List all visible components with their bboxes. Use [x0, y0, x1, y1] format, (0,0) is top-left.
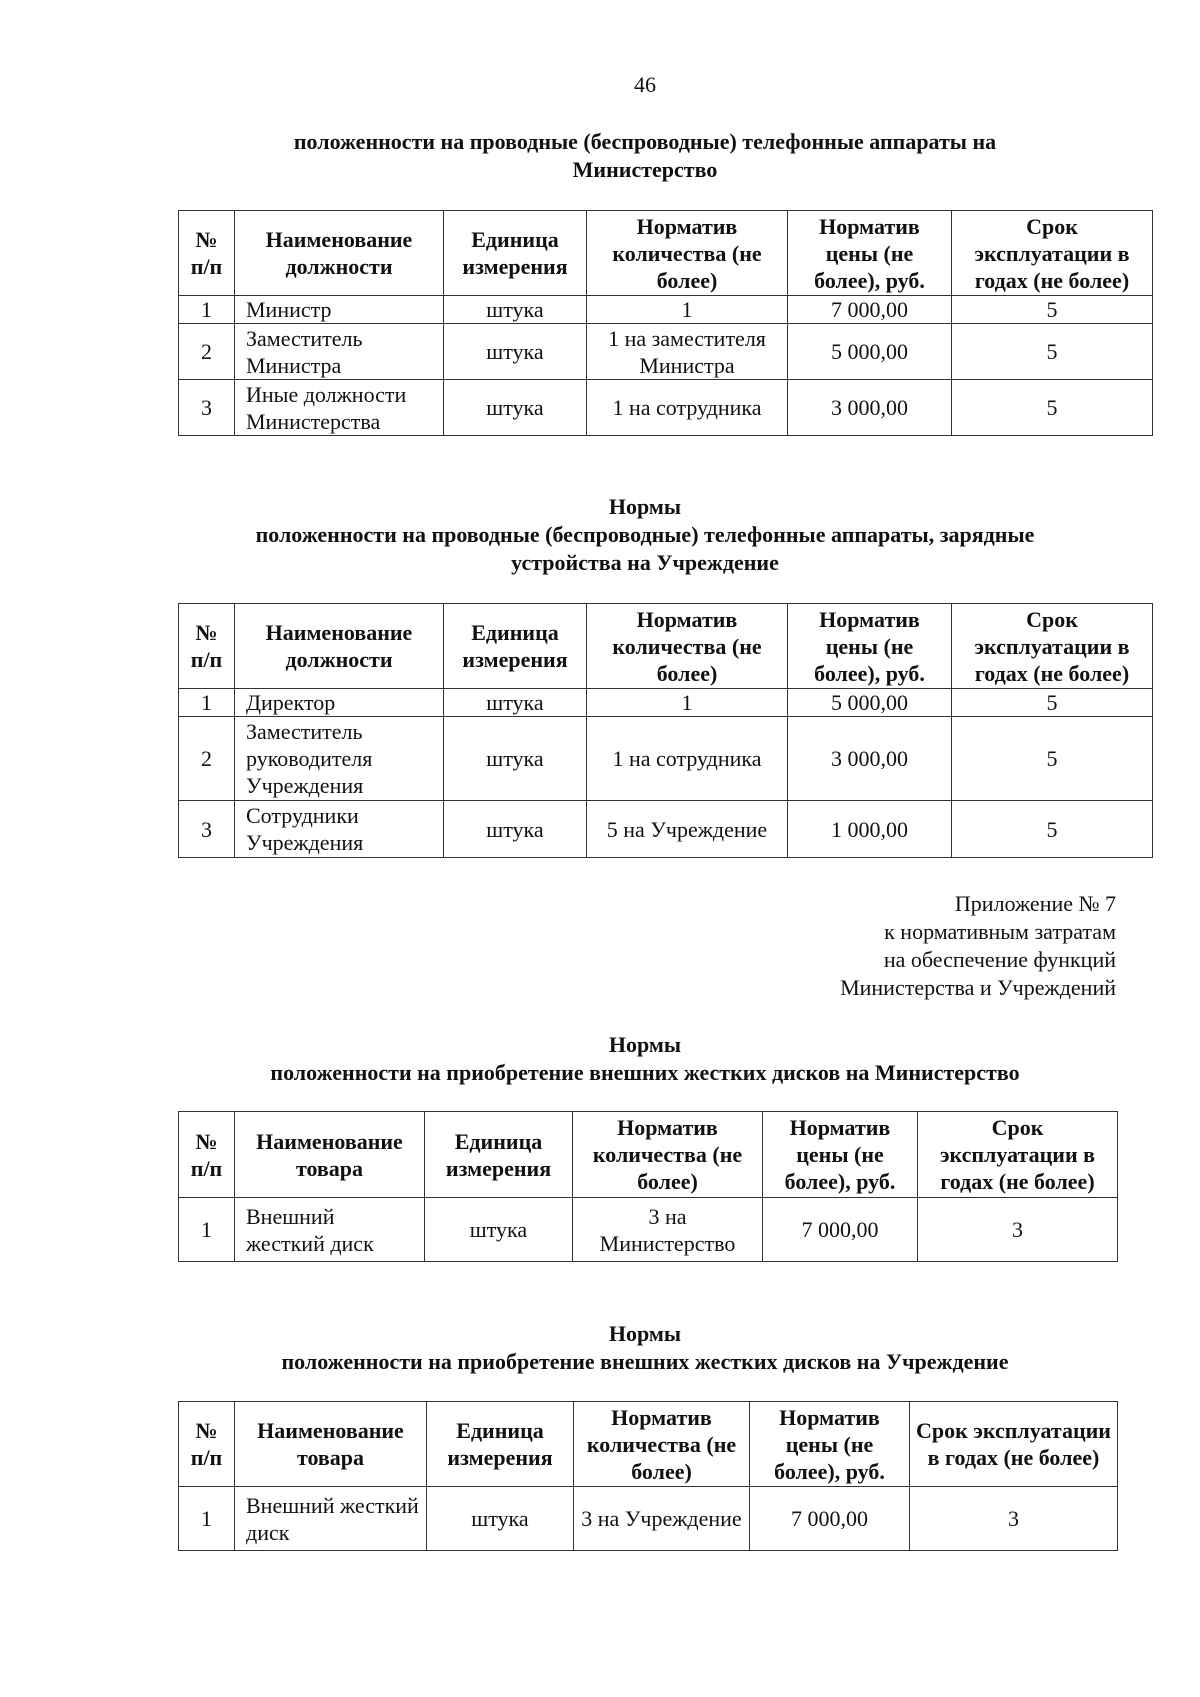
- cell-name: Заместитель руководителя Учреждения: [235, 717, 444, 801]
- cell-num: 3: [179, 801, 235, 858]
- section4-title-line: Нормы: [608, 1321, 682, 1346]
- cell-qty: 3 на Министерство: [573, 1198, 763, 1262]
- header-position: Наименование должности: [235, 604, 444, 689]
- table-row: [179, 1487, 1118, 1551]
- section1-title-line: Министерство: [572, 157, 718, 182]
- header-qty: Норматив количества (не более): [574, 1402, 750, 1487]
- table-row: [179, 380, 1153, 436]
- cell-term: 5: [952, 801, 1153, 858]
- header-term: Срок эксплуатации в годах (не более): [952, 211, 1153, 296]
- cell-name: Директор: [235, 689, 444, 717]
- section1-title-line: положенности на проводные (беспроводные) телефонные аппараты на: [293, 129, 997, 154]
- cell-name: Внешний жесткий диск: [235, 1487, 427, 1551]
- header-product: Наименование товара: [235, 1402, 427, 1487]
- section4-title: [160, 1320, 1130, 1376]
- section3-table: [178, 1111, 1118, 1262]
- cell-unit: штука: [444, 717, 587, 801]
- header-price: Норматив цены (не более), руб.: [763, 1112, 918, 1198]
- header-term: Срок эксплуатации в годах (не более): [952, 604, 1153, 689]
- cell-price: 5 000,00: [788, 324, 952, 380]
- cell-unit: штука: [444, 324, 587, 380]
- cell-qty: 5 на Учреждение: [587, 801, 788, 858]
- table-row: [179, 717, 1153, 801]
- cell-num: 1: [179, 1487, 235, 1551]
- cell-term: 5: [952, 717, 1153, 801]
- section1-title: [160, 128, 1130, 184]
- cell-qty: 1 на сотрудника: [587, 717, 788, 801]
- cell-num: 1: [179, 296, 235, 324]
- header-term: Срок эксплуатации в годах (не более): [918, 1112, 1118, 1198]
- cell-price: 7 000,00: [788, 296, 952, 324]
- section2-title-line: положенности на проводные (беспроводные) телефонные аппараты, зарядные: [255, 522, 1035, 547]
- header-num: № п/п: [179, 604, 235, 689]
- cell-term: 5: [952, 689, 1153, 717]
- cell-qty: 1 на заместителя Министра: [587, 324, 788, 380]
- cell-price: 1 000,00: [788, 801, 952, 858]
- cell-unit: штука: [444, 296, 587, 324]
- cell-qty: 1: [587, 296, 788, 324]
- cell-num: 2: [179, 717, 235, 801]
- cell-price: 3 000,00: [788, 717, 952, 801]
- table-header-row: [179, 604, 1153, 689]
- annex-block: [840, 890, 1116, 1002]
- header-product: Наименование товара: [235, 1112, 425, 1198]
- table-row: [179, 801, 1153, 858]
- cell-qty: 1 на сотрудника: [587, 380, 788, 436]
- cell-num: 2: [179, 324, 235, 380]
- cell-price: 7 000,00: [750, 1487, 910, 1551]
- header-num: № п/п: [179, 1112, 235, 1198]
- cell-qty: 3 на Учреждение: [574, 1487, 750, 1551]
- table-row: [179, 1198, 1118, 1262]
- header-price: Норматив цены (не более), руб.: [788, 604, 952, 689]
- header-term: Срок эксплуатации в годах (не более): [910, 1402, 1118, 1487]
- annex-line: Министерства и Учреждений: [840, 975, 1116, 1000]
- header-unit: Единица измерения: [444, 211, 587, 296]
- cell-price: 5 000,00: [788, 689, 952, 717]
- header-unit: Единица измерения: [425, 1112, 573, 1198]
- cell-unit: штука: [444, 380, 587, 436]
- cell-term: 5: [952, 296, 1153, 324]
- section4-table: [178, 1401, 1118, 1551]
- section3-title-line: положенности на приобретение внешних жестких дисков на Министерство: [270, 1060, 1020, 1085]
- annex-line: к нормативным затратам: [884, 919, 1116, 944]
- header-position: Наименование должности: [235, 211, 444, 296]
- header-unit: Единица измерения: [427, 1402, 574, 1487]
- section2-table: [178, 603, 1153, 858]
- table-header-row: [179, 211, 1153, 296]
- cell-unit: штука: [427, 1487, 574, 1551]
- section3-title-line: Нормы: [608, 1032, 682, 1057]
- cell-num: 1: [179, 689, 235, 717]
- header-num: № п/п: [179, 1402, 235, 1487]
- cell-price: 7 000,00: [763, 1198, 918, 1262]
- cell-num: 3: [179, 380, 235, 436]
- cell-name: Министр: [235, 296, 444, 324]
- cell-unit: штука: [425, 1198, 573, 1262]
- table-header-row: [179, 1112, 1118, 1198]
- table-header-row: [179, 1402, 1118, 1487]
- table-row: [179, 324, 1153, 380]
- annex-line: на обеспечение функций: [883, 947, 1116, 972]
- cell-term: 3: [918, 1198, 1118, 1262]
- header-qty: Норматив количества (не более): [587, 604, 788, 689]
- header-price: Норматив цены (не более), руб.: [750, 1402, 910, 1487]
- section1-table: [178, 210, 1153, 436]
- header-num: № п/п: [179, 211, 235, 296]
- header-qty: Норматив количества (не более): [573, 1112, 763, 1198]
- cell-name: Заместитель Министра: [235, 324, 444, 380]
- section2-title: [160, 493, 1130, 577]
- section2-title-line: устройства на Учреждение: [511, 550, 779, 575]
- cell-name: Сотрудники Учреждения: [235, 801, 444, 858]
- header-price: Норматив цены (не более), руб.: [788, 211, 952, 296]
- cell-term: 5: [952, 324, 1153, 380]
- section2-title-line: Нормы: [608, 494, 682, 519]
- cell-term: 5: [952, 380, 1153, 436]
- header-unit: Единица измерения: [444, 604, 587, 689]
- cell-name: Внешний жесткий диск: [235, 1198, 425, 1262]
- header-qty: Норматив количества (не более): [587, 211, 788, 296]
- page-number: 46: [634, 72, 656, 97]
- cell-unit: штука: [444, 801, 587, 858]
- cell-unit: штука: [444, 689, 587, 717]
- annex-line: Приложение № 7: [954, 891, 1116, 916]
- section4-title-line: положенности на приобретение внешних жестких дисков на Учреждение: [281, 1349, 1009, 1374]
- section3-title: [160, 1031, 1130, 1087]
- cell-qty: 1: [587, 689, 788, 717]
- table-row: [179, 689, 1153, 717]
- cell-term: 3: [910, 1487, 1118, 1551]
- table-row: [179, 296, 1153, 324]
- cell-num: 1: [179, 1198, 235, 1262]
- cell-price: 3 000,00: [788, 380, 952, 436]
- cell-name: Иные должности Министерства: [235, 380, 444, 436]
